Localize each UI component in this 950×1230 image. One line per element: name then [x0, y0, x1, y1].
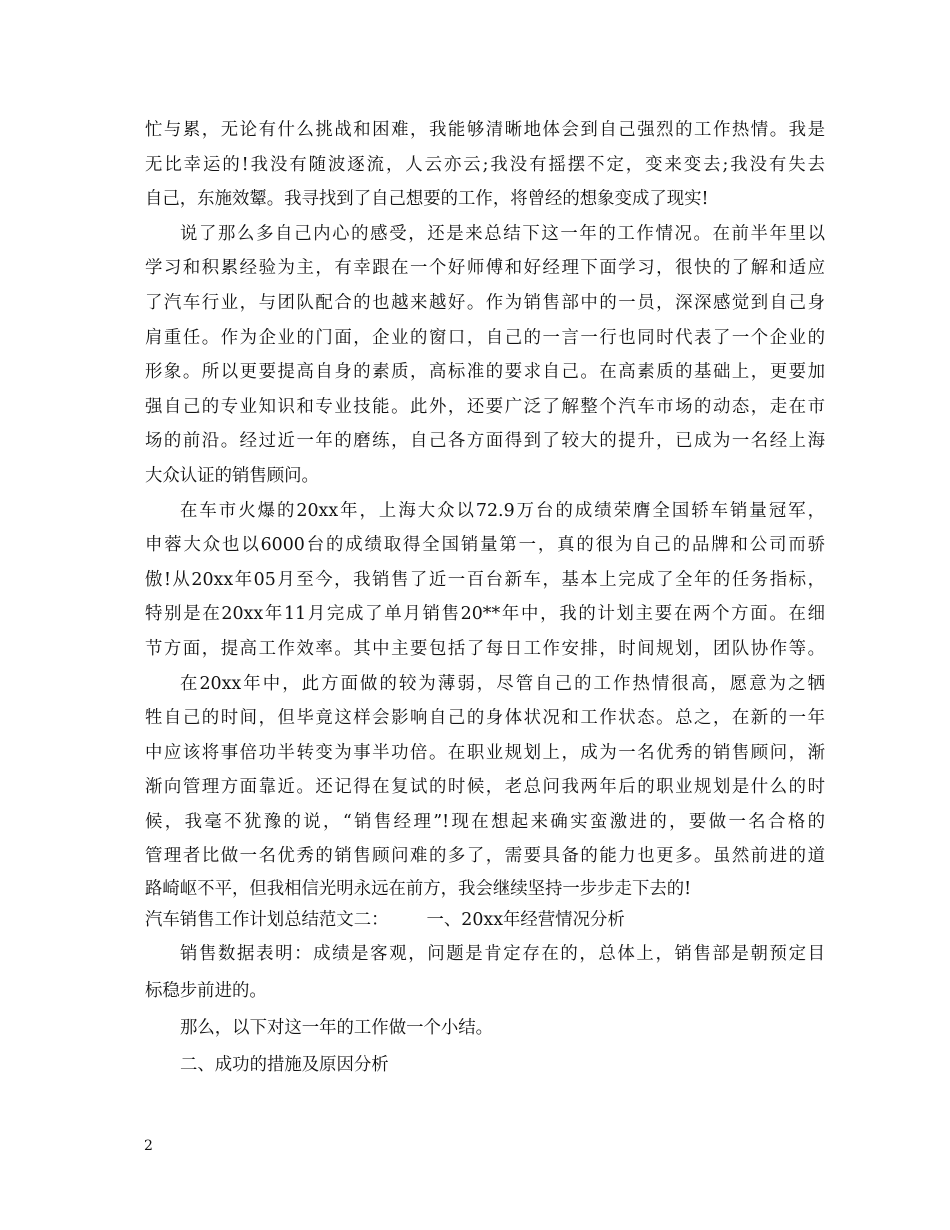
paragraph-line: 路崎岖不平，但我相信光明永远在前方，我会继续坚持一步步走下去的!: [145, 879, 692, 900]
paragraph-line: 在20xx年中，此方面做的较为薄弱，尽管自己的工作热情很高，愿意为之牺: [180, 673, 825, 694]
section-heading: [145, 905, 825, 936]
paragraph-line: 形象。所以更要提高自身的素质，高标准的要求自己。在高素质的基础上，更要加: [145, 362, 825, 383]
paragraph-line: 那么，以下对这一年的工作做一个小结。: [180, 1018, 494, 1039]
section-title: 汽车销售工作计划总结范文二：: [145, 910, 389, 931]
paragraph-line: 管理者比做一名优秀的销售顾问难的多了，需要具备的能力也更多。虽然前进的道: [145, 846, 825, 867]
paragraph-line: 候，我毫不犹豫的说，“销售经理”!现在想起来确实蛮激进的，要做一名合格的: [145, 811, 825, 832]
paragraph-line: 场的前沿。经过近一年的磨练，自己各方面得到了较大的提升，已成为一名经上海: [145, 431, 825, 452]
paragraph-line: 无比幸运的!我没有随波逐流，人云亦云;我没有摇摆不定，变来变去;我没有失去: [145, 154, 825, 175]
paragraph-line: 肩重任。作为企业的门面，企业的窗口，自己的一言一行也同时代表了一个企业的: [145, 327, 825, 348]
paragraph-line: 牲自己的时间，但毕竟这样会影响自己的身体状况和工作状态。总之，在新的一年: [145, 708, 825, 729]
paragraph-line: 标稳步前进的。: [145, 981, 267, 1002]
paragraph-line: 学习和积累经验为主，有幸跟在一个好师傅和好经理下面学习，很快的了解和适应: [145, 258, 825, 279]
page-number: 2: [144, 1138, 153, 1154]
paragraph-line: 傲!从20xx年05月至今，我销售了近一百台新车，基本上完成了全年的任务指标，: [145, 569, 825, 590]
paragraph-line: 了汽车行业，与团队配合的也越来越好。作为销售部中的一员，深深感觉到自己身: [145, 292, 825, 313]
paragraph-line: 大众认证的销售顾问。: [145, 465, 319, 486]
paragraph-line: 中应该将事倍功半转变为事半功倍。在职业规划上，成为一名优秀的销售顾问，渐: [145, 742, 825, 763]
paragraph-line: 自己，东施效颦。我寻找到了自己想要的工作，将曾经的想象变成了现实!: [145, 189, 709, 210]
paragraph-line: 二、成功的措施及原因分析: [180, 1055, 389, 1076]
paragraph-line: 特别是在20xx年11月完成了单月销售20**年中，我的计划主要在两个方面。在细: [145, 604, 825, 625]
paragraph-line: 说了那么多自己内心的感受，还是来总结下这一年的工作情况。在前半年里以: [180, 223, 825, 244]
paragraph-line: 渐向管理方面靠近。还记得在复试的时候，老总问我两年后的职业规划是什么的时: [145, 777, 825, 798]
paragraph-line: 在车市火爆的20xx年，上海大众以72.9万台的成绩荣膺全国轿车销量冠军，: [180, 500, 825, 521]
paragraph-line: 销售数据表明：成绩是客观，问题是肯定存在的，总体上，销售部是朝预定目: [180, 944, 825, 965]
paragraph-line: 节方面，提高工作效率。其中主要包括了每日工作安排，时间规划，团队协作等。: [145, 638, 825, 659]
paragraph-line: 强自己的专业知识和专业技能。此外，还要广泛了解整个汽车市场的动态，走在市: [145, 396, 825, 417]
paragraph-line: 申蓉大众也以6000台的成绩取得全国销量第一，真的很为自己的品牌和公司而骄: [145, 535, 825, 556]
document-body: [145, 113, 825, 1084]
section-subtitle: 一、20xx年经营情况分析: [426, 910, 625, 931]
paragraph-line: 忙与累，无论有什么挑战和困难，我能够清晰地体会到自己强烈的工作热情。我是: [145, 120, 825, 140]
